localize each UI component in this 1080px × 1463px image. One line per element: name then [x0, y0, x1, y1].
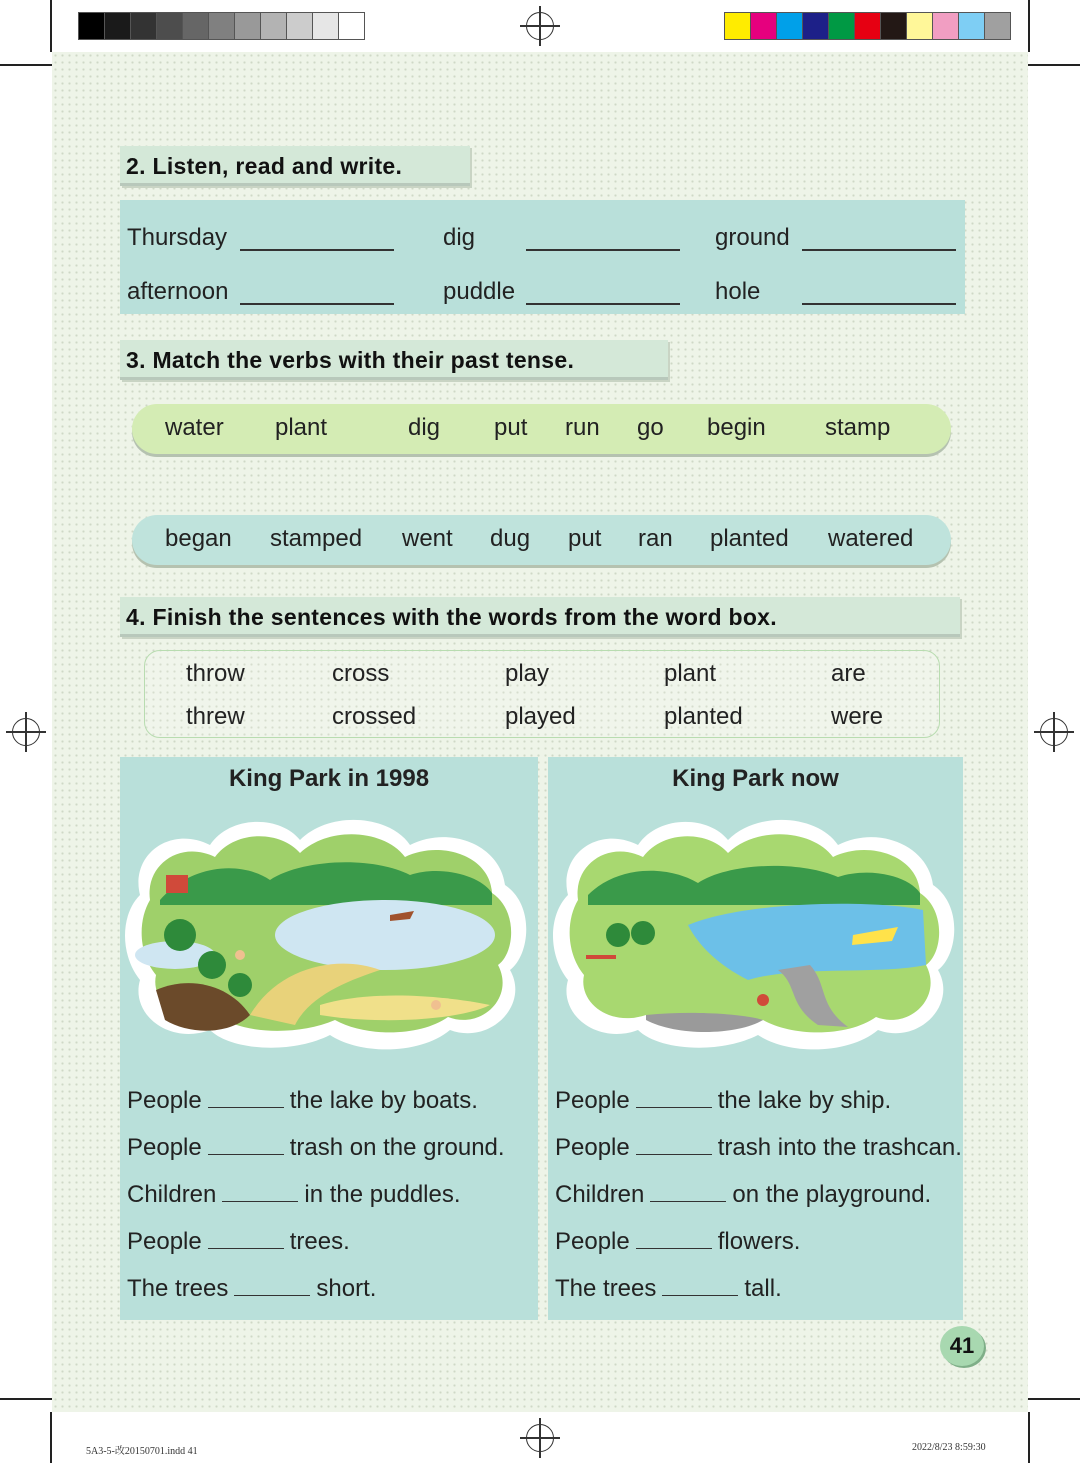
sentence-rest: trash on the ground.: [289, 1134, 505, 1161]
sentence: [127, 1275, 376, 1303]
sentence: [127, 1134, 505, 1162]
color-swatch: [338, 13, 364, 39]
color-swatch: [156, 13, 182, 39]
color-swatch: [725, 13, 750, 39]
vocab-word: puddle: [443, 278, 516, 305]
king-park-1998-panel: [120, 757, 538, 1320]
word-box-word: are: [831, 660, 866, 687]
word-box-word: planted: [664, 703, 743, 730]
answer-blank: [662, 1275, 738, 1296]
sentence-rest: in the puddles.: [304, 1181, 461, 1208]
color-swatch: [750, 13, 776, 39]
crop-mark: [0, 1398, 52, 1400]
sentence-subject: People: [555, 1087, 630, 1114]
crop-mark: [1028, 1412, 1030, 1463]
write-line: [802, 249, 956, 251]
answer-blank: [208, 1134, 284, 1155]
past-tense-word: watered: [828, 525, 914, 552]
vocab-word: Thursday: [127, 224, 228, 251]
verb-word: stamp: [825, 414, 891, 441]
sentence-subject: People: [127, 1228, 202, 1255]
sentence-subject: People: [555, 1134, 630, 1161]
word-box-word: crossed: [332, 703, 417, 730]
slug-filename: 5A3-5-改20150701.indd 41: [86, 1446, 198, 1457]
sentence-subject: Children: [127, 1181, 217, 1208]
color-swatch: [932, 13, 958, 39]
past-tense-pill: [132, 515, 951, 565]
section-4-heading: 4. Finish the sentences with the words from the word box.: [120, 597, 960, 637]
crop-mark: [50, 1412, 52, 1463]
color-swatch: [776, 13, 802, 39]
process-color-bar: [724, 12, 1011, 40]
sentence: [555, 1275, 782, 1303]
color-swatch: [854, 13, 880, 39]
registration-mark-left: [6, 712, 46, 752]
answer-blank: [234, 1275, 310, 1296]
color-swatch: [182, 13, 208, 39]
verbs-pill: [132, 404, 951, 454]
panel-title: King Park now: [672, 765, 839, 792]
panel-title: King Park in 1998: [228, 765, 430, 792]
sentence-subject: The trees: [555, 1275, 657, 1302]
word-box-word: play: [505, 660, 550, 687]
sentence-rest: the lake by ship.: [717, 1087, 892, 1114]
vocab-word: ground: [715, 224, 790, 251]
past-tense-word: went: [402, 525, 453, 552]
write-line: [802, 303, 956, 305]
write-line: [526, 303, 680, 305]
registration-mark-top: [520, 6, 560, 46]
word-box-word: throw: [186, 660, 245, 687]
crop-mark: [1028, 0, 1030, 52]
verb-word: go: [637, 414, 664, 441]
sentence: [127, 1087, 478, 1115]
sentence-rest: tall.: [744, 1275, 782, 1302]
color-swatch: [286, 13, 312, 39]
crop-mark: [1028, 1398, 1080, 1400]
sentence-subject: People: [555, 1228, 630, 1255]
sentence: [555, 1087, 891, 1115]
answer-blank: [650, 1181, 726, 1202]
page-number: 41: [940, 1326, 984, 1366]
write-line: [240, 249, 394, 251]
past-tense-word: stamped: [270, 525, 363, 552]
color-swatch: [880, 13, 906, 39]
word-box: [144, 650, 940, 738]
sentence: [555, 1228, 800, 1256]
color-swatch: [79, 13, 104, 39]
past-tense-word: planted: [710, 525, 789, 552]
color-swatch: [906, 13, 932, 39]
color-swatch: [828, 13, 854, 39]
section-3-heading: 3. Match the verbs with their past tense.: [120, 340, 668, 380]
sentence-rest: trees.: [289, 1228, 350, 1255]
sentence-rest: trash into the trashcan.: [717, 1134, 962, 1161]
sentence-rest: short.: [316, 1275, 377, 1302]
verb-word: run: [565, 414, 600, 441]
color-swatch: [984, 13, 1010, 39]
color-swatch: [130, 13, 156, 39]
sentence: [127, 1181, 461, 1209]
past-tense-word: began: [165, 525, 232, 552]
sentence: [127, 1228, 350, 1256]
king-park-now-panel: [548, 757, 963, 1320]
verb-word: dig: [408, 414, 441, 441]
answer-blank: [222, 1181, 298, 1202]
grayscale-calibration-bar: [78, 12, 365, 40]
color-swatch: [234, 13, 260, 39]
crop-mark: [50, 0, 52, 52]
registration-mark-bottom: [520, 1418, 560, 1458]
sentence-subject: People: [127, 1087, 202, 1114]
sentence-rest: flowers.: [717, 1228, 801, 1255]
registration-mark-right: [1034, 712, 1074, 752]
crop-mark: [1028, 64, 1080, 66]
verb-word: plant: [275, 414, 328, 441]
color-swatch: [958, 13, 984, 39]
word-box-word: cross: [332, 660, 390, 687]
sentence-subject: People: [127, 1134, 202, 1161]
answer-blank: [636, 1087, 712, 1108]
color-swatch: [312, 13, 338, 39]
verb-word: water: [165, 414, 224, 441]
sentence: [555, 1134, 962, 1162]
color-swatch: [260, 13, 286, 39]
past-tense-word: ran: [638, 525, 673, 552]
sentence-rest: the lake by boats.: [289, 1087, 478, 1114]
word-box-word: plant: [664, 660, 717, 687]
vocab-word: hole: [715, 278, 761, 305]
past-tense-word: dug: [490, 525, 531, 552]
write-line: [526, 249, 680, 251]
vocab-word: afternoon: [127, 278, 229, 305]
color-swatch: [208, 13, 234, 39]
color-swatch: [802, 13, 828, 39]
park-1998-illustration: [120, 805, 538, 1055]
answer-blank: [208, 1087, 284, 1108]
answer-blank: [636, 1228, 712, 1249]
verb-word: begin: [707, 414, 766, 441]
sentence-rest: on the playground.: [732, 1181, 932, 1208]
color-swatch: [104, 13, 130, 39]
crop-mark: [0, 64, 52, 66]
park-now-illustration: [548, 805, 963, 1055]
sentence-subject: Children: [555, 1181, 645, 1208]
sentence: [555, 1181, 931, 1209]
sentence-subject: The trees: [127, 1275, 229, 1302]
write-line: [240, 303, 394, 305]
word-box-word: threw: [186, 703, 245, 730]
answer-blank: [208, 1228, 284, 1249]
word-box-word: played: [505, 703, 576, 730]
word-box-word: were: [831, 703, 884, 730]
past-tense-word: put: [568, 525, 602, 552]
verb-word: put: [494, 414, 528, 441]
slug-timestamp: 2022/8/23 8:59:30: [912, 1442, 986, 1453]
listen-write-box: [120, 200, 965, 314]
vocab-word: dig: [443, 224, 476, 251]
section-2-heading: 2. Listen, read and write.: [120, 146, 470, 186]
answer-blank: [636, 1134, 712, 1155]
